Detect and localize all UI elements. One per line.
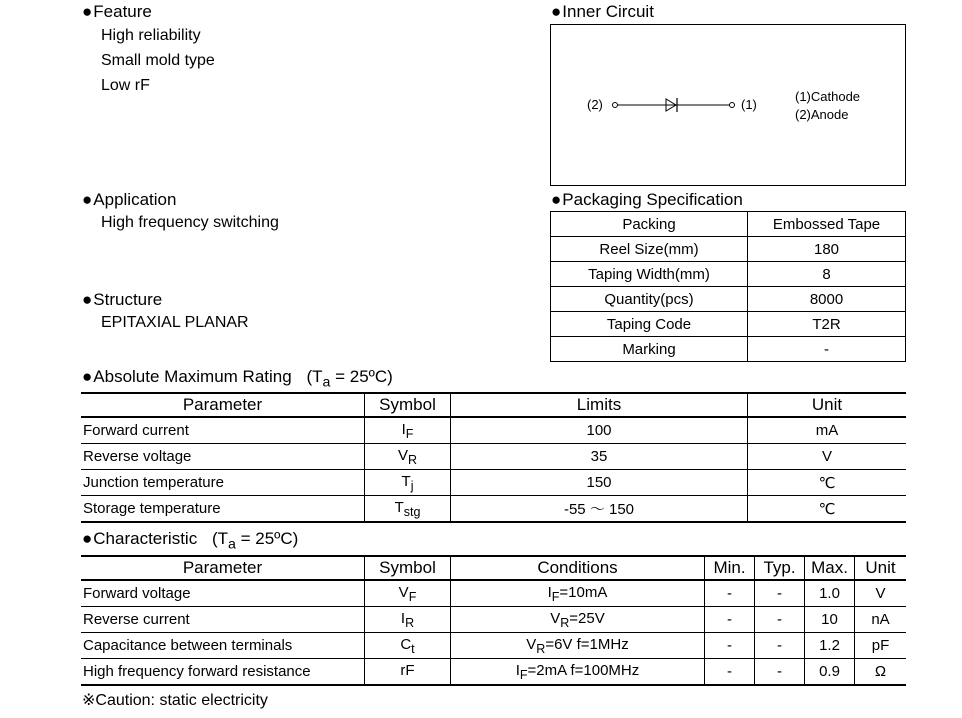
- condition-sub: a: [322, 374, 331, 391]
- typ-cell: -: [755, 607, 805, 633]
- param-cell: Capacitance between terminals: [81, 633, 365, 659]
- condition-cell: $I_F=10mA$: [451, 580, 705, 607]
- symbol-cell: $I_F$: [365, 417, 451, 444]
- pin1-label: (1): [741, 97, 757, 112]
- packaging-label: Quantity(pcs): [551, 287, 748, 312]
- legend-anode: (2)Anode: [795, 107, 849, 122]
- table-row: [81, 496, 906, 523]
- unit-cell: ℃: [748, 470, 907, 496]
- col-header: Parameter: [81, 393, 365, 417]
- packaging-value: Embossed Tape: [748, 212, 906, 237]
- min-cell: -: [705, 580, 755, 607]
- param-cell: Reverse voltage: [81, 444, 365, 470]
- col-header: Unit: [748, 393, 907, 417]
- bullet-icon: ●: [551, 190, 562, 209]
- table-row: [81, 659, 906, 686]
- table-row: [551, 312, 906, 337]
- unit-cell: V: [855, 580, 907, 607]
- condition-suffix: = 25ºC): [330, 367, 393, 386]
- col-header: Unit: [855, 556, 907, 580]
- unit-cell: Ω: [855, 659, 907, 686]
- symbol-cell: $C_t$: [365, 633, 451, 659]
- param-cell: Forward voltage: [81, 580, 365, 607]
- param-cell: Storage temperature: [81, 496, 365, 523]
- symbol-cell: $T_{stg}$: [365, 496, 451, 523]
- feature-heading: ●Feature: [82, 2, 152, 21]
- packaging-label: Marking: [551, 337, 748, 362]
- unit-cell: ℃: [748, 496, 907, 523]
- value-cell: -55 ～ 150: [451, 496, 748, 523]
- packaging-value: 8: [748, 262, 906, 287]
- packaging-label: Taping Code: [551, 312, 748, 337]
- col-header: Symbol: [365, 393, 451, 417]
- min-cell: -: [705, 659, 755, 686]
- table-row: [551, 237, 906, 262]
- inner-circuit-heading: ●Inner Circuit: [551, 2, 654, 21]
- value-cell: 100: [451, 417, 748, 444]
- table-row: [551, 262, 906, 287]
- unit-cell: mA: [748, 417, 907, 444]
- table-row: [551, 212, 906, 237]
- col-header: Min.: [705, 556, 755, 580]
- col-header: Parameter: [81, 556, 365, 580]
- max-cell: 1.2: [805, 633, 855, 659]
- max-cell: 10: [805, 607, 855, 633]
- diode-symbol-icon: [611, 95, 741, 115]
- bullet-icon: ●: [82, 2, 93, 21]
- condition-suffix: = 25ºC): [235, 529, 299, 548]
- table-row: [551, 287, 906, 312]
- bullet-icon: ●: [551, 2, 562, 21]
- symbol-cell: $V_F$: [365, 580, 451, 607]
- table-row: [81, 470, 906, 496]
- unit-cell: nA: [855, 607, 907, 633]
- packaging-label: Reel Size(mm): [551, 237, 748, 262]
- max-cell: 0.9: [805, 659, 855, 686]
- bullet-icon: ●: [82, 367, 93, 386]
- packaging-table: [550, 211, 906, 362]
- value-cell: 150: [451, 470, 748, 496]
- typ-cell: -: [755, 580, 805, 607]
- absolute-max-heading: ●Absolute Maximum Rating ($T_a$ = 25ºC): [82, 367, 393, 391]
- value-cell: 35: [451, 444, 748, 470]
- param-cell: Forward current: [81, 417, 365, 444]
- inner-circuit-box: [550, 24, 906, 186]
- characteristic-table: [81, 555, 906, 686]
- table-row: [81, 417, 906, 444]
- unit-cell: V: [748, 444, 907, 470]
- structure-heading: ●Structure: [82, 290, 163, 309]
- bullet-icon: ●: [82, 529, 93, 548]
- condition-cell: $I_F=2mA$ f=100MHz: [451, 659, 705, 686]
- legend-cathode: (1)Cathode: [795, 89, 861, 104]
- feature-item: Small mold type: [101, 52, 215, 69]
- feature-item: High reliability: [101, 27, 201, 44]
- param-cell: High frequency forward resistance: [81, 659, 365, 686]
- feature-item: Low rF: [101, 77, 150, 94]
- condition-prefix: (T: [211, 529, 228, 548]
- packaging-value: -: [748, 337, 906, 362]
- typ-cell: -: [755, 659, 805, 686]
- symbol-cell: $V_R$: [365, 444, 451, 470]
- col-header: Symbol: [365, 556, 451, 580]
- table-header: [81, 393, 906, 417]
- pin2-label: (2): [587, 97, 603, 112]
- param-cell: Junction temperature: [81, 470, 365, 496]
- min-cell: -: [705, 607, 755, 633]
- packaging-value: 180: [748, 237, 906, 262]
- caution-note: ※Caution: static electricity: [82, 692, 268, 709]
- application-text: High frequency switching: [101, 214, 279, 231]
- col-header: Max.: [805, 556, 855, 580]
- min-cell: -: [705, 633, 755, 659]
- max-cell: 1.0: [805, 580, 855, 607]
- symbol-cell: rF: [365, 659, 451, 686]
- col-header: Conditions: [451, 556, 705, 580]
- packaging-heading: ●Packaging Specification: [551, 190, 743, 209]
- condition-cell: $V_R=25V$: [451, 607, 705, 633]
- condition-cell: $V_R=6V$ f=1MHz: [451, 633, 705, 659]
- symbol-cell: $I_R$: [365, 607, 451, 633]
- table-row: [81, 580, 906, 607]
- table-header: [81, 556, 906, 580]
- packaging-label: Packing: [551, 212, 748, 237]
- packaging-value: 8000: [748, 287, 906, 312]
- structure-text: EPITAXIAL PLANAR: [101, 314, 249, 331]
- bullet-icon: ●: [82, 290, 93, 309]
- bullet-icon: ●: [82, 190, 93, 209]
- symbol-cell: $T_j$: [365, 470, 451, 496]
- typ-cell: -: [755, 633, 805, 659]
- table-row: [81, 633, 906, 659]
- table-row: [551, 337, 906, 362]
- unit-cell: pF: [855, 633, 907, 659]
- packaging-value: T2R: [748, 312, 906, 337]
- characteristic-heading: ●Characteristic ($T_a$ = 25ºC): [82, 529, 299, 553]
- col-header: Limits: [451, 393, 748, 417]
- absolute-max-table: [81, 392, 906, 523]
- param-cell: Reverse current: [81, 607, 365, 633]
- application-heading: ●Application: [82, 190, 177, 209]
- table-row: [81, 444, 906, 470]
- condition-prefix: (T: [306, 367, 323, 386]
- packaging-label: Taping Width(mm): [551, 262, 748, 287]
- table-row: [81, 607, 906, 633]
- condition-sub: a: [227, 536, 236, 553]
- col-header: Typ.: [755, 556, 805, 580]
